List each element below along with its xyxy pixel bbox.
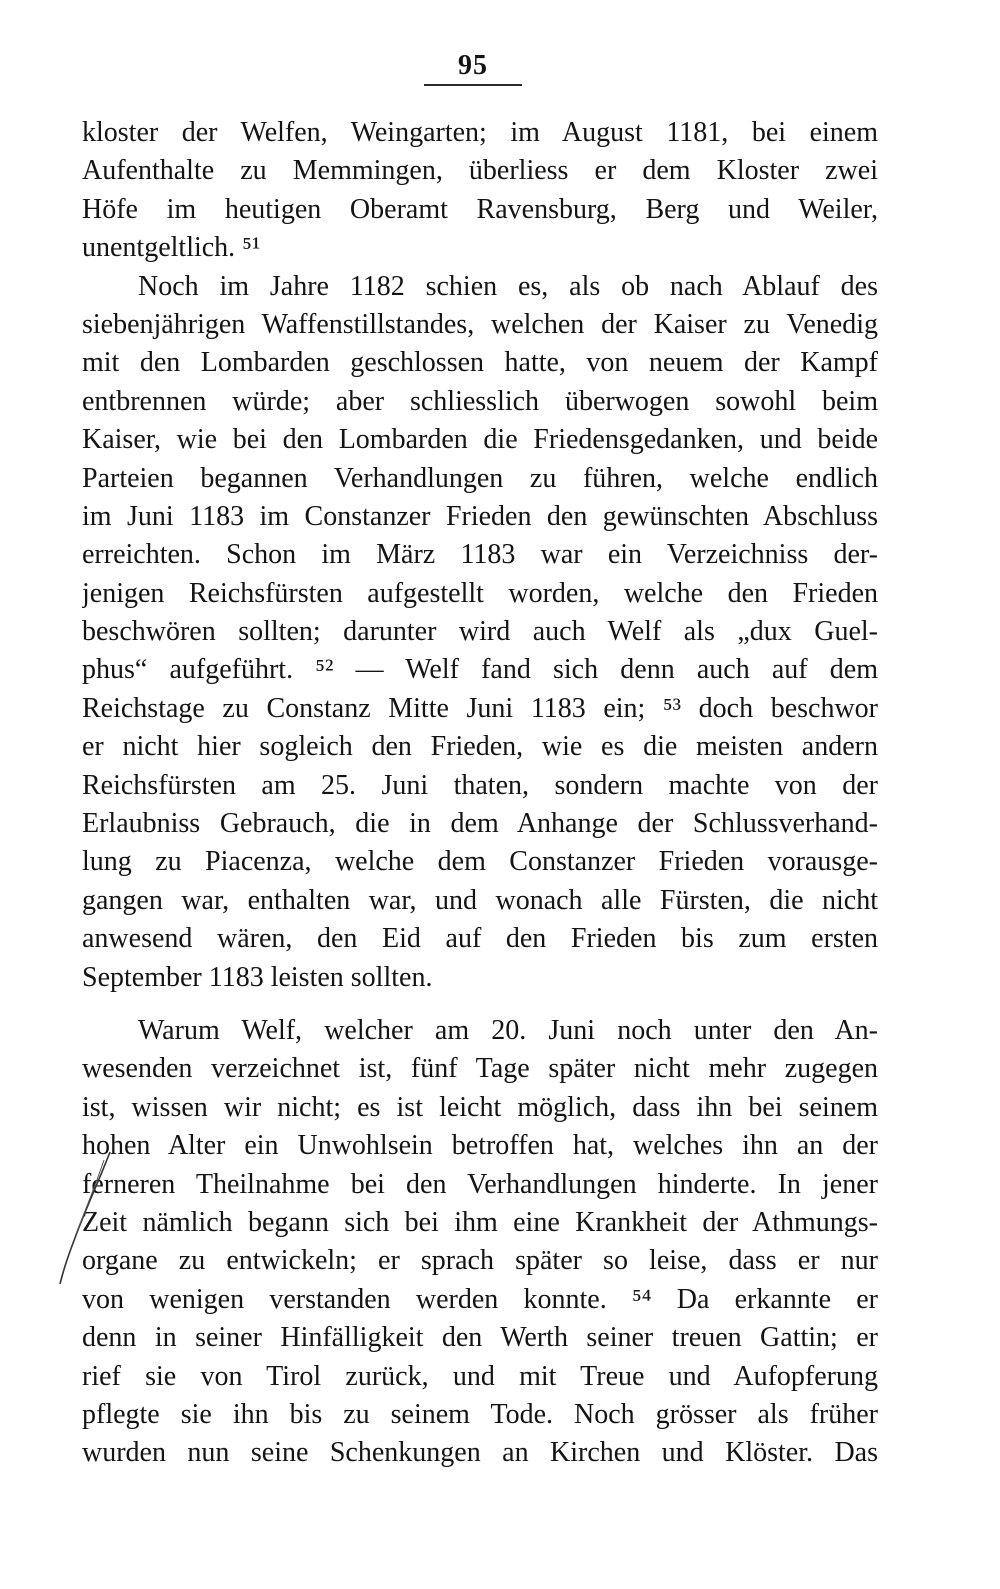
- page-number: 95: [458, 50, 488, 81]
- text-line: im Juni 1183 im Constanzer Frieden den gewünschten Abschluss: [82, 500, 878, 532]
- text-line: Zeit nämlich begann sich bei ihm eine Krankheit der Athmungs-: [82, 1206, 878, 1238]
- text-line: beschwören sollten; darunter wird auch Welf als „dux Guel-: [82, 616, 878, 648]
- text-line: Parteien begannen Verhandlungen zu führen, welche endlich: [82, 462, 878, 494]
- text-line: kloster der Welfen, Weingarten; im August 1181, bei einem: [82, 117, 878, 148]
- text-line: ist, wissen wir nicht; es ist leicht möglich, dass ihn bei seinem: [82, 1091, 878, 1123]
- text-line: phus“ aufgeführt. ⁵² — Welf fand sich denn auch auf dem: [82, 654, 878, 686]
- text-line: von wenigen verstanden werden konnte. ⁵⁴ Da erkannte er: [82, 1283, 878, 1315]
- paragraph-3: [82, 1012, 878, 1473]
- body-text-upper: [82, 114, 878, 997]
- text-line: Reichstage zu Constanz Mitte Juni 1183 ein; ⁵³ doch beschwor: [82, 692, 878, 724]
- text-line: hohen Alter ein Unwohlsein betroffen hat, welches ihn an der: [82, 1130, 878, 1162]
- text-line: Noch im Jahre 1182 schien es, als ob nach Ablauf des: [138, 270, 878, 302]
- text-line: Höfe im heutigen Oberamt Ravensburg, Berg und Weiler,: [82, 193, 878, 225]
- text-line: organe zu entwickeln; er sprach später so leise, dass er nur: [82, 1245, 878, 1277]
- text-line: gangen war, enthalten war, und wonach alle Fürsten, die nicht: [82, 884, 878, 916]
- text-line: wesenden verzeichnet ist, fünf Tage später nicht mehr zugegen: [82, 1053, 878, 1085]
- text-line: lung zu Piacenza, welche dem Constanzer Frieden vorausge-: [82, 846, 878, 878]
- text-line: unentgeltlich. ⁵¹: [82, 232, 261, 264]
- text-line: denn in seiner Hinfälligkeit den Werth seiner treuen Gattin; er: [82, 1322, 878, 1354]
- text-line: jenigen Reichsfürsten aufgestellt worden, welche den Frieden: [82, 577, 878, 609]
- body-text-lower: [82, 1012, 878, 1473]
- text-line: rief sie von Tirol zurück, und mit Treue und Aufopferung: [82, 1360, 878, 1392]
- text-line: September 1183 leisten sollten.: [82, 961, 433, 993]
- paragraph-2: [82, 268, 878, 997]
- text-line: ferneren Theilnahme bei den Verhandlungen hinderte. In jener: [82, 1168, 878, 1200]
- text-line: Kaiser, wie bei den Lombarden die Friedensgedanken, und beide: [82, 424, 878, 456]
- text-line: Erlaubniss Gebrauch, die in dem Anhange der Schlussverhand-: [82, 808, 878, 840]
- text-line: entbrennen würde; aber schliesslich überwogen sowohl beim: [82, 385, 878, 417]
- text-line: Aufenthalte zu Memmingen, überliess er dem Kloster zwei: [82, 155, 878, 187]
- page-number-rule: [424, 84, 522, 86]
- text-line: wurden nun seine Schenkungen an Kirchen und Klöster. Das: [82, 1437, 878, 1469]
- text-line: siebenjährigen Waffenstillstandes, welchen der Kaiser zu Venedig: [82, 308, 878, 340]
- paragraph-1: [82, 114, 878, 268]
- text-line: erreichten. Schon im März 1183 war ein Verzeichniss der-: [82, 539, 878, 571]
- text-line: pflegte sie ihn bis zu seinem Tode. Noch grösser als früher: [82, 1398, 878, 1430]
- text-line: anwesend wären, den Eid auf den Frieden bis zum ersten: [82, 923, 878, 955]
- pencil-margin-mark: [52, 1148, 122, 1288]
- text-line: er nicht hier sogleich den Frieden, wie es die meisten andern: [82, 731, 878, 763]
- text-line: mit den Lombarden geschlossen hatte, von neuem der Kampf: [82, 347, 878, 379]
- text-line: Warum Welf, welcher am 20. Juni noch unter den An-: [138, 1015, 878, 1046]
- text-line: Reichsfürsten am 25. Juni thaten, sondern machte von der: [82, 769, 878, 801]
